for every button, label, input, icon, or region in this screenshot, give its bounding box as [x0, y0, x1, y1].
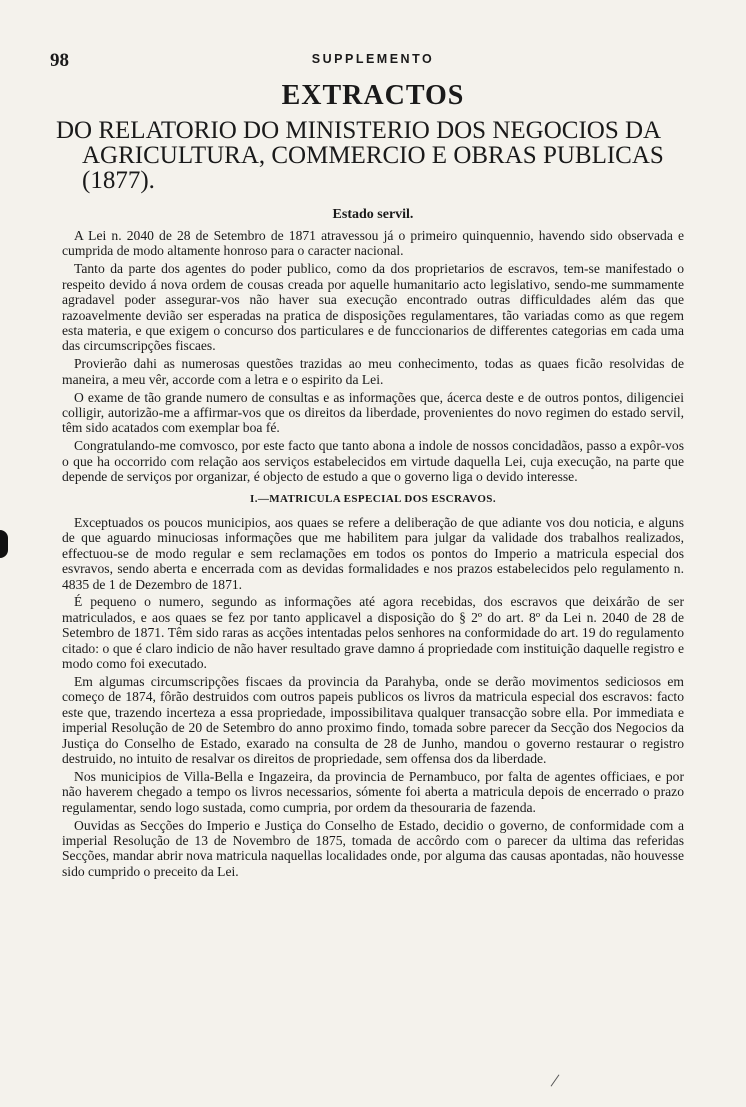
paragraph: A Lei n. 2040 de 28 de Setembro de 1871 atravessou já o primeiro quinquennio, havendo sido observada e cumprida de modo altamente honroso para o caracter nacional. — [62, 228, 684, 259]
paragraph: Nos municipios de Villa-Bella e Ingazeira, da provincia de Pernambuco, por falta de agentes officiaes, e por não haverem chegado a tempo os livros necessarios, sómente foi aberta a matricula depois de encerrado o prazo regulamentar, sendo logo sustada, como cumpria, por ordem da thesouraria de fazenda. — [62, 768, 684, 815]
paragraph: Provierão dahi as numerosas questões trazidas ao meu conhecimento, todas as quaes ficão resolvidas de maneira, a meu vêr, accorde com a letra e o espirito da Lei. — [62, 356, 684, 387]
paragraph: Congratulando-me comvosco, por este facto que tanto abona a indole de nossos concidadãos, passo a expôr-vos o que ha occorrido com relação aos serviços estabelecidos em virtude daquella Lei, cuja execução, na parte que depende de serviços por organizar, é objecto de estudo a que o governo liga o devido interesse. — [62, 438, 684, 485]
body-text — [62, 228, 684, 882]
paragraph: Ouvidas as Secções do Imperio e Justiça do Conselho de Estado, decidio o governo, de conformidade com a imperial Resolução de 13 de Novembro de 1875, tomada de accôrdo com o parecer da ultima das referidas Secções, mandar abrir nova matricula naquellas localidades onde, por alguma das causas apontadas, não houvesse sido cumprido o preceito da Lei. — [62, 817, 684, 879]
paragraph: É pequeno o numero, segundo as informações até agora recebidas, dos escravos que deixárão de ser matriculados, e aos quaes se fez por tanto applicavel a disposição do § 2º do art. 8º da Lei n. 2040 de 28 de Setembro de 1871. Têm sido raras as acções intentadas pelos senhores na conformidade do art. 19 do regulamento citado: o que é claro indicio de não haver resultado grave damno á propriedade com instituição daquelle registro e modo como foi executado. — [62, 594, 684, 672]
paragraph: Exceptuados os poucos municipios, aos quaes se refere a deliberação de que adiante vos dou noticia, e alguns de que aguardo minuciosas informações que me habilitem para julgar da validade dos trabalhos realizados, effectuou-se de modo regular e sem reclamações em todos os pontos do Imperio a matricula especial dos esvravos, sendo aberta e encerrada com as devidas formalidades e nos prazos estabelecidos pelo regulamento n. 4835 de 1 de Dezembro de 1871. — [62, 514, 684, 592]
main-title: EXTRACTOS — [281, 80, 465, 111]
subtitle — [56, 118, 696, 193]
ink-blot-mark — [0, 530, 8, 558]
paragraph: O exame de tão grande numero de consultas e as informações que, ácerca deste e de outros pontos, diligenciei colligir, autorizão-me a affirmar-vos que os direitos da liberdade, provenientes do novo regimen do estado servil, têm sido acatados com exemplar boa fé. — [62, 389, 684, 436]
section-heading: Estado servil. — [332, 207, 414, 222]
subheading: I.—MATRICULA ESPECIAL DOS ESCRAVOS. — [250, 492, 496, 505]
pencil-mark — [551, 1074, 560, 1086]
subtitle-line: DO RELATORIO DO MINISTERIO DOS NEGOCIOS DA — [56, 117, 662, 144]
paragraph: Tanto da parte dos agentes do poder publico, como da dos proprietarios de escravos, tem-se manifestado o respeito devido á nova ordem de cousas creada por aquelle humanitario acto legislativo, sendo-me summamente agradavel poder assegurar-vos não haver sua execução encontrado outras difficuldades além das que razoavelmente devião ser esperadas na pratica de disposições regulamentares, tão variadas como as que regem esta materia, e que exigem o concurso dos particulares e de funccionarios de differentes categorias em cada uma das circumscripções fiscaes. — [62, 261, 684, 354]
subtitle-line: AGRICULTURA, COMMERCIO E OBRAS PUBLICAS — [82, 142, 664, 169]
page-number: 98 — [50, 50, 69, 71]
subtitle-line: (1877). — [82, 167, 155, 194]
supplement-header: SUPPLEMENTO — [311, 52, 435, 66]
paragraph: Em algumas circumscripções fiscaes da provincia da Parahyba, onde se derão movimentos sediciosos em começo de 1874, fôrão destruidos com outros papeis publicos os livros da matricula especial dos escravos: facto este que, trazendo incerteza a essa propriedade, impossibilitava qualquer transacção sobre ella. Por immediata e imperial Resolução de 20 de Setembro do anno proximo findo, tomada sobre parecer da Secção dos Negocios da Justiça do Conselho de Estado, exarado na consulta de 28 de Junho, mandou o governo restaurar o registro destruido, no intuito de resalvar os direitos de propriedade, sem offensa dos da liberdade. — [62, 673, 684, 766]
